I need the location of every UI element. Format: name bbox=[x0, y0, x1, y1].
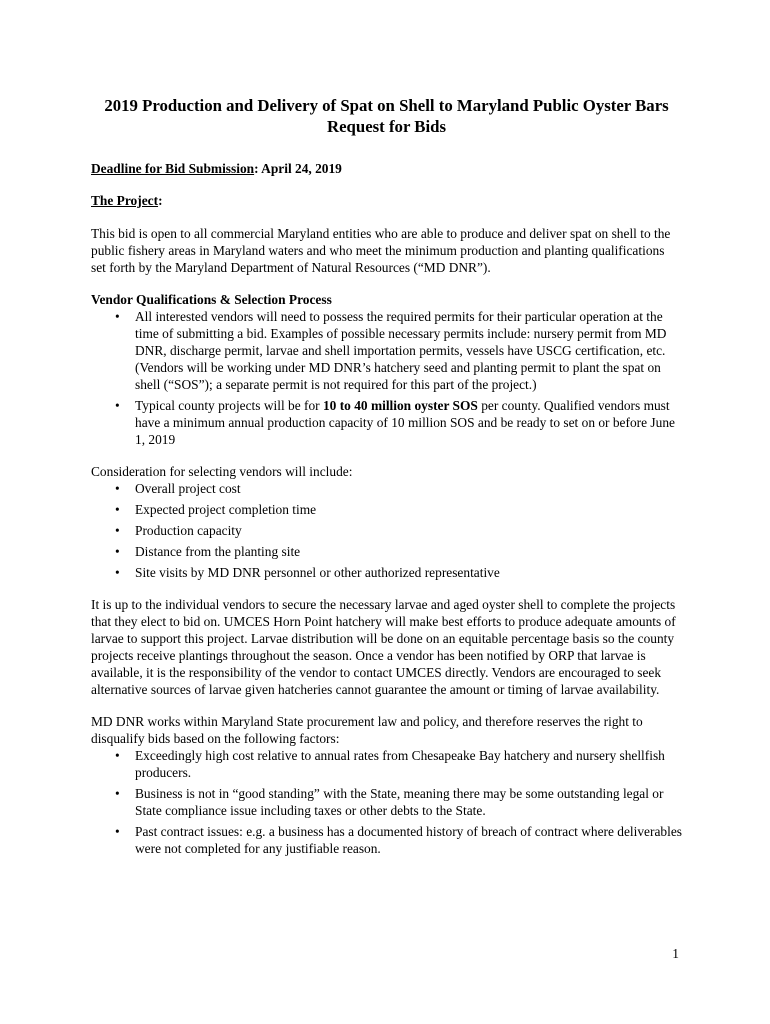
project-heading-text: The Project bbox=[91, 193, 159, 208]
bullet-icon: • bbox=[115, 748, 120, 763]
disqualify-list bbox=[91, 747, 682, 857]
bullet-icon: • bbox=[115, 309, 120, 324]
list-item bbox=[91, 308, 682, 393]
disqualify-item: Exceedingly high cost relative to annual rates from Chesapeake Bay hatchery and nursery shellfish producers. bbox=[135, 748, 665, 780]
project-heading-colon: : bbox=[158, 193, 163, 208]
vendor-qualifications-heading: Vendor Qualifications & Selection Process bbox=[91, 292, 332, 307]
bullet-icon: • bbox=[115, 398, 120, 413]
bullet-icon: • bbox=[115, 523, 120, 538]
deadline-label: Deadline for Bid Submission bbox=[91, 161, 255, 176]
considerations-list bbox=[91, 480, 682, 581]
considerations-intro: Consideration for selecting vendors will include: bbox=[91, 464, 353, 479]
bullet-icon: • bbox=[115, 565, 120, 580]
list-item bbox=[91, 522, 682, 539]
list-item bbox=[91, 543, 682, 560]
page-number: 1 bbox=[672, 946, 679, 961]
list-item bbox=[91, 747, 682, 781]
project-intro: This bid is open to all commercial Maryland entities who are able to produce and deliver spat on shell to the public fishery areas in Maryland waters and who meet the minimum production and planting qualifications set forth by the Maryland Department of Natural Resources (“MD DNR”). bbox=[91, 226, 671, 275]
vq-bullet-2-post: per county. Qualified vendors must have a minimum annual production capacity of 10 million SOS and be ready to set on or before June 1, 2019 bbox=[135, 398, 675, 447]
consideration-item: Expected project completion time bbox=[135, 502, 317, 517]
bullet-icon: • bbox=[115, 786, 120, 801]
list-item bbox=[91, 564, 682, 581]
disqualify-item: Business is not in “good standing” with the State, meaning there may be some outstanding legal or State compliance issue including taxes or other debts to the State. bbox=[135, 786, 664, 818]
vq-bullet-2-pre: Typical county projects will be for bbox=[135, 398, 323, 413]
list-item bbox=[91, 397, 682, 448]
deadline-value: : April 24, 2019 bbox=[254, 161, 342, 176]
consideration-item: Site visits by MD DNR personnel or other authorized representative bbox=[135, 565, 500, 580]
disqualify-intro: MD DNR works within Maryland State procurement law and policy, and therefore reserves the right to disqualify bids based on the following factors: bbox=[91, 714, 643, 746]
consideration-item: Overall project cost bbox=[135, 481, 241, 496]
larvae-paragraph: It is up to the individual vendors to secure the necessary larvae and aged oyster shell to complete the projects that they elect to bid on. UMCES Horn Point hatchery will make best efforts to produce adequate amounts of larvae to support this project. Larvae distribution will be done on an equitable percentage basis so the county projects receive plantings throughout the season. Once a vendor has been notified by ORP that larvae is available, it is the responsibility of the vendor to contact UMCES directly. Vendors are encouraged to seek alternative sources of larvae given hatcheries cannot guarantee the amount or timing of larvae availability. bbox=[91, 597, 676, 697]
deadline-line bbox=[91, 160, 682, 177]
vq-bullet-2-bold: 10 to 40 million oyster SOS bbox=[322, 398, 478, 413]
consideration-item: Distance from the planting site bbox=[135, 544, 301, 559]
project-heading bbox=[91, 192, 682, 209]
consideration-item: Production capacity bbox=[135, 523, 242, 538]
bullet-icon: • bbox=[115, 481, 120, 496]
disqualify-item: Past contract issues: e.g. a business has a documented history of breach of contract where deliverables were not completed for any justifiable reason. bbox=[135, 824, 682, 856]
bullet-icon: • bbox=[115, 824, 120, 839]
list-item bbox=[91, 480, 682, 497]
list-item bbox=[91, 823, 682, 857]
bullet-icon: • bbox=[115, 502, 120, 517]
vq-bullet-1: All interested vendors will need to possess the required permits for their particular operation at the time of submitting a bid. Examples of possible necessary permits include: nursery permit from MD DNR, discharge permit, larvae and shell importation permits, vessels have USCG certification, etc. (Vendors will be working under MD DNR’s hatchery seed and planting permit to plant the spat on shell (“SOS”); a separate permit is not required for this part of the project.) bbox=[135, 309, 667, 392]
document-title: 2019 Production and Delivery of Spat on Shell to Maryland Public Oyster Bars Request for Bids bbox=[104, 96, 669, 136]
list-item bbox=[91, 501, 682, 518]
list-item bbox=[91, 785, 682, 819]
bullet-icon: • bbox=[115, 544, 120, 559]
vendor-qualifications-list bbox=[91, 308, 682, 448]
